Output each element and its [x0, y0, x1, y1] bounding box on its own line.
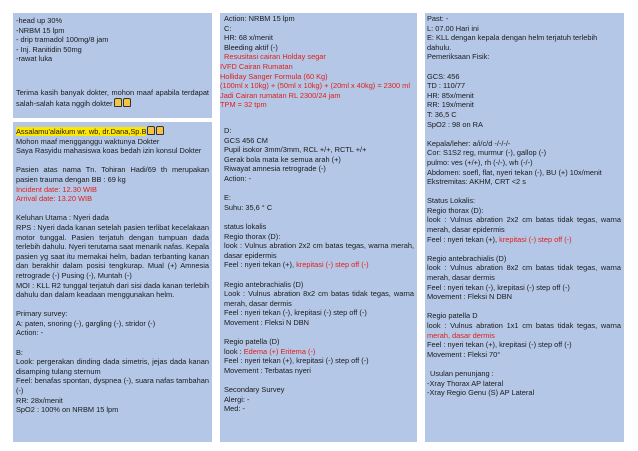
plan-line: - drip tramadol 100mg/8 jam [16, 35, 109, 45]
exposure-title: E: [224, 193, 231, 203]
praying-hands-icon [114, 98, 122, 107]
disability-line: Gerak bola mata ke semua arah (+) [224, 154, 341, 164]
patella-title: Regio patella (D) [224, 337, 280, 347]
fluid-line: TPM = 32 tpm [220, 100, 267, 110]
arrival-date: Arrival date: 13.20 WIB [16, 194, 92, 204]
moi-text: MOI : KLL R2 tunggal terjatuh dari sisi dada kanan terlebih dahulu dan dalam keadaan menggunakan helm. [16, 280, 209, 300]
thorax-feel: Feel : nyeri tekan (+), krepitasi (-) step off (-) [427, 234, 572, 244]
plan-line: -rawat luka [16, 54, 53, 64]
allergy: Alergi: - [224, 394, 250, 404]
primary-survey-title: Primary survey: [16, 309, 68, 319]
patella-feel: Feel : nyeri tekan (+), krepitasi (-) step off (-) [427, 340, 572, 350]
antebrachial-feel: Feel : nyeri tekan (-), krepitasi (-) step off (-) [224, 308, 367, 318]
plan-line: - Inj. Ranitidin 50mg [16, 44, 82, 54]
greeting: Assalamu'alaikum wr. wb, dr.Dana,Sp.B [16, 126, 209, 137]
thorax-look: look : Vulnus abration 2x2 cm batas tegas, warna merah, dasar epidermis [224, 241, 414, 260]
respiratory-rate: RR: 28x/menit [16, 395, 63, 405]
fluid-line: Resusitasi cairan Holday segar [224, 52, 326, 62]
status-lokalis-title: status lokalis [224, 221, 267, 231]
fluid-line: (100ml x 10kg) + (50ml x 10kg) + (20ml x 40kg) = 2300 ml [220, 81, 410, 91]
thorax-feel: Feel : nyeri tekan (+), krepitasi (-) step off (-) [224, 260, 369, 270]
physical-exam: pulmo: ves (+/+), rh (-/-), wh (-/-) [427, 157, 533, 167]
vital-sign: GCS: 456 [427, 71, 460, 81]
disability-exposure-panel [220, 120, 417, 442]
temperature: Suhu: 35,6 ° C [224, 202, 273, 212]
circulation-line: C: [224, 23, 232, 33]
history-line: Past: - [427, 14, 449, 23]
circulation-line: HR: 68 x/menit [224, 33, 273, 43]
patella-look: look : Vulnus abration 1x1 cm batas tidak tegas, warna merah, dasar dermis [427, 321, 621, 340]
patella-title: Regio patella D [427, 311, 478, 321]
plan-line: -head up 30% [16, 16, 63, 25]
patella-movement: Movement : Terbatas nyeri [224, 365, 311, 375]
vital-sign: T: 36,5 C [427, 109, 457, 119]
vital-sign: HR: 85x/menit [427, 90, 474, 100]
history-line: E: KLL dengan kepala dengan helm terjatuh terlebih dahulu. [427, 33, 600, 52]
airway: A: paten, snoring (-), gargling (-), stridor (-) [16, 318, 156, 328]
patella-feel: Feel : nyeri tekan (+), krepitasi (-) step off (-) [224, 356, 369, 366]
antebrachial-look: look : Vulnus abration 8x2 cm batas tidak tegas, warna merah, dasar dermis [427, 263, 621, 283]
breathing-look: Look: pergerakan dinding dada simetris, jejas dada kanan disamping tulang sternum [16, 357, 209, 376]
patient-info: Pasien atas nama Tn. Tohiran Hadi/69 th merupakan pasien trauma dengan BB : 69 kg [16, 165, 209, 184]
chief-complaint: Keluhan Utama : Nyeri dada [16, 213, 109, 223]
physical-exam: Cor: S1S2 reg, murmur (-), gallop (-) [427, 148, 547, 158]
thorax-title: Regio thorax (D): [427, 205, 484, 215]
disability-line: Pupil isokor 3mm/3mm, RCL +/+, RCTL +/+ [224, 145, 367, 155]
disability-line: Riwayat amnesia retrograde (-) [224, 164, 326, 174]
medication: Med: - [224, 404, 245, 414]
patella-movement: Movement : Fleksi 70° [427, 349, 501, 359]
antebrachial-feel: Feel : nyeri tekan (-), krepitasi (-) step off (-) [427, 282, 570, 292]
patella-look: look : Edema (+) Eritema (-) [224, 346, 316, 356]
vital-sign: SpO2 : 98 on RA [427, 119, 483, 129]
antebrachial-title: Regio antebrachialis (D) [427, 253, 507, 263]
disability-line: D: [224, 126, 232, 135]
plan-line: -NRBM 15 lpm [16, 25, 65, 35]
intro-line: Saya Rasyidu mahasiswa koas bedah izin konsul Dokter [16, 146, 202, 156]
circulation-line: Bleeding aktif (-) [224, 42, 278, 52]
antebrachial-look: Look : Vulnus abration 8x2 cm batas tidak tegas, warna merah, dasar dermis [224, 289, 414, 308]
vital-sign: TD : 110/77 [427, 81, 466, 91]
closing-note: Terima kasih banyak dokter, mohon maaf apabila terdapat salah-salah kata nggih dokter [16, 87, 209, 108]
secondary-exam-panel [425, 13, 624, 442]
fluid-line: Holliday Sanger Formula (60 Kg) [220, 71, 328, 81]
physical-exam: Kepala/leher: a/i/c/d -/-/-/- [427, 138, 511, 148]
consult-panel [13, 122, 212, 442]
disability-line: GCS 456 CM [224, 135, 268, 145]
secondary-survey-title: Secondary Survey [224, 385, 285, 395]
plan-panel [13, 13, 212, 118]
circulation-panel [220, 13, 417, 120]
airway-action: Action: - [16, 328, 44, 338]
intro-line: Mohon maaf mengganggu waktunya Dokter [16, 136, 160, 146]
rps-text: RPS : Nyeri dada kanan setelah pasien terlibat kecelakaan motor tunggal. Pasien terjatuh dengan tumpuan dada terlebih dahulu. Nyeri terutama saat menarik nafas. Kepala pasien yg saat itu memakai helm, badan terbanting kanan dan berakhir dalam posisi tengkurap. Mual (+) Amnesia retrograde (-) Pusing (-), Muntah (-) [16, 222, 209, 280]
status-lokalis-title: Status Lokalis: [427, 196, 476, 206]
thorax-title: Regio thorax (D): [224, 231, 281, 241]
physical-exam: Ekstremitas: AKHM, CRT <2 s [427, 177, 526, 187]
praying-hands-icon [123, 98, 131, 107]
praying-hands-icon [147, 126, 155, 135]
supporting-exam-item: -Xray Regio Genu (S) AP Lateral [427, 388, 535, 398]
vital-sign: RR: 19x/menit [427, 100, 474, 110]
physical-exam: Abdomen: soefl, flat, nyeri tekan (-), BU (+) 10x/menit [427, 167, 602, 177]
history-line: L: 07.00 Hari ini [427, 23, 479, 33]
supporting-exam-item: -Xray Thorax AP lateral [427, 378, 504, 388]
history-line: Pemeriksaan Fisik: [427, 52, 490, 62]
fluid-line: Jadi Cairan rumatan RL 2300/24 jam [220, 90, 341, 100]
fluid-line: IVFD Cairan Rumatan [220, 61, 293, 71]
breathing-title: B: [16, 347, 23, 357]
spo2: SpO2 : 100% on NRBM 15 lpm [16, 405, 119, 415]
circulation-line: Action: NRBM 15 lpm [224, 14, 295, 23]
incident-date: Incident date: 12.30 WIB [16, 184, 97, 194]
antebrachial-movement: Movement : Fleksi N DBN [427, 292, 513, 302]
thorax-look: look : Vulnus abration 2x2 cm batas tidak tegas, warna merah, dasar epidermis [427, 215, 621, 235]
antebrachial-title: Regio antebrachialis (D) [224, 279, 304, 289]
antebrachial-movement: Movement : Fleksi N DBN [224, 317, 310, 327]
praying-hands-icon [156, 126, 164, 135]
supporting-exam-title: Usulan penunjang : [430, 368, 494, 378]
breathing-feel: Feel: benafas spontan, dyspnea (-), suara nafas tambahan (-) [16, 376, 209, 396]
disability-line: Action: - [224, 173, 252, 183]
